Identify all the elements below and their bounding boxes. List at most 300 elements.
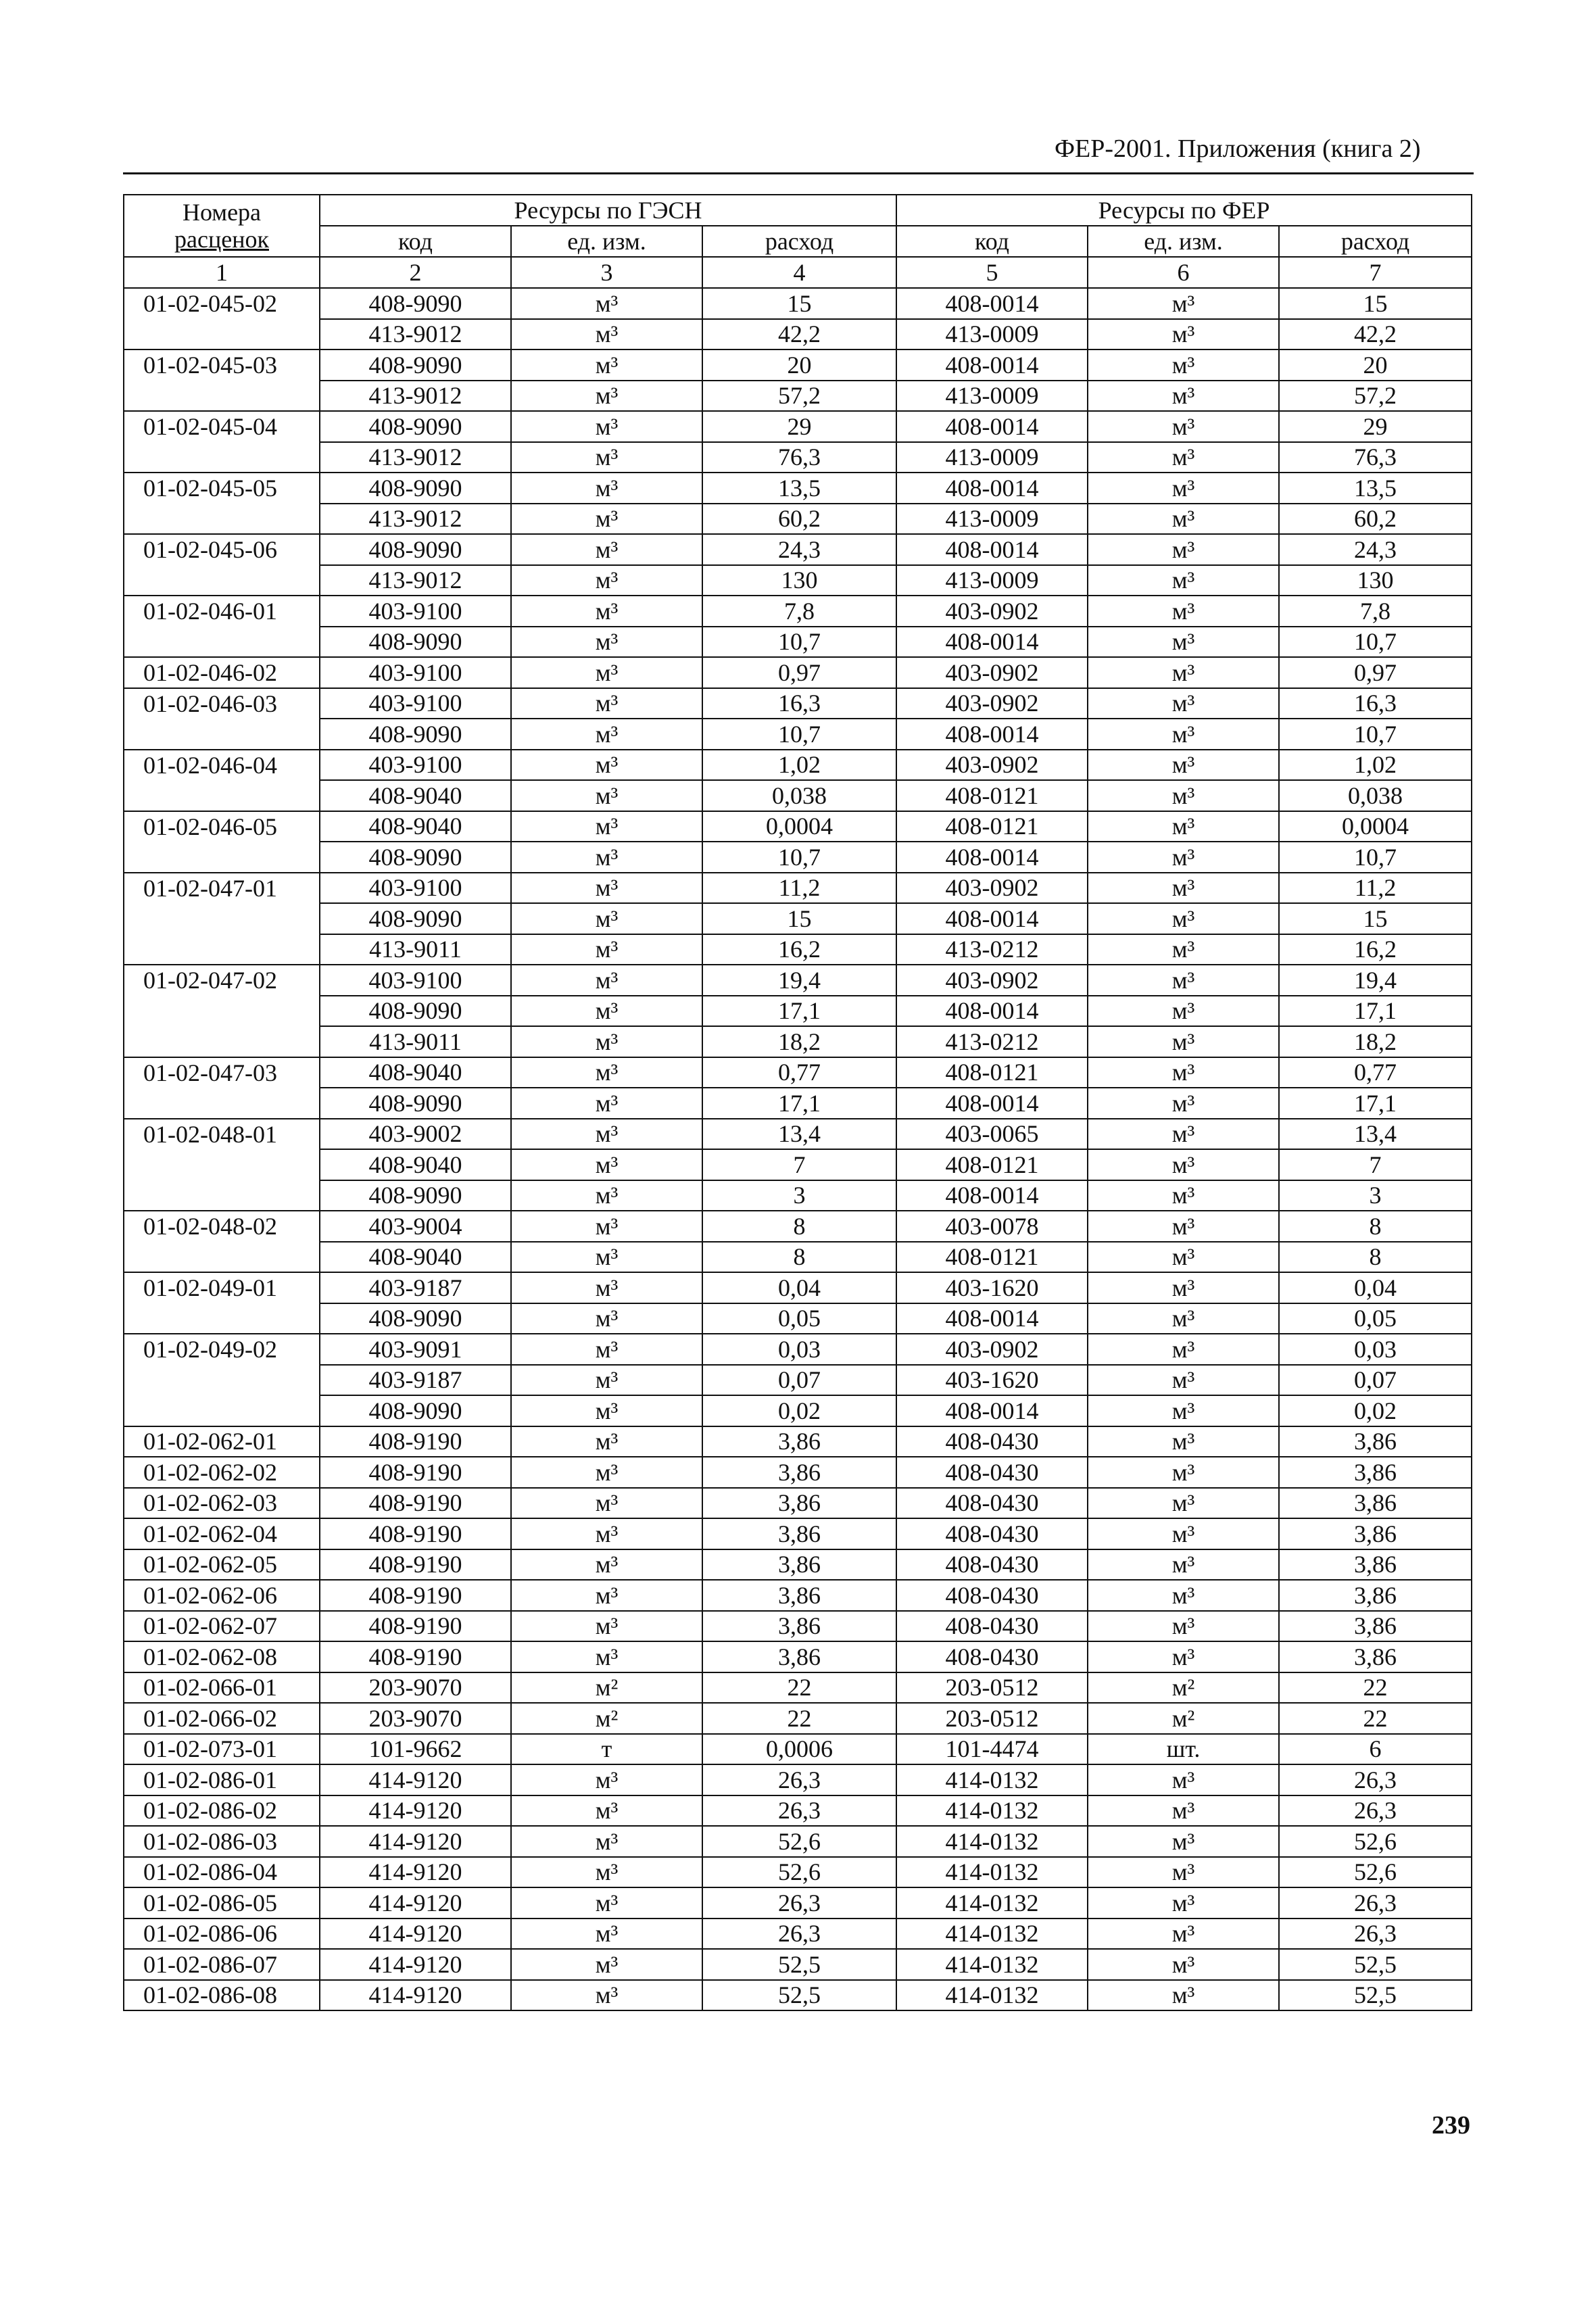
- gesn-unit-cell: м³: [511, 565, 702, 596]
- rate-number-cell: [124, 504, 320, 535]
- fer-code-cell: 408-0121: [896, 780, 1088, 811]
- fer-unit-cell: м³: [1088, 1242, 1279, 1273]
- fer-code-cell: 408-0121: [896, 1242, 1088, 1273]
- fer-unit-cell: м³: [1088, 349, 1279, 381]
- gesn-code-cell: 408-9190: [320, 1457, 511, 1488]
- fer-unit-cell: м³: [1088, 1365, 1279, 1396]
- column-number: 5: [896, 257, 1088, 288]
- gesn-consumption-cell: 26,3: [702, 1887, 896, 1919]
- gesn-code-cell: 203-9070: [320, 1703, 511, 1734]
- rate-number-cell: 01-02-046-02: [124, 657, 320, 688]
- fer-consumption-cell: 13,4: [1279, 1119, 1472, 1150]
- gesn-code-cell: 408-9090: [320, 903, 511, 934]
- gesn-code-cell: 408-9040: [320, 780, 511, 811]
- fer-consumption-cell: 3,86: [1279, 1426, 1472, 1457]
- rate-number-cell: [124, 1149, 320, 1180]
- rate-number-cell: 01-02-047-01: [124, 873, 320, 904]
- table-row: [124, 565, 1472, 596]
- rate-number-cell: [124, 1026, 320, 1057]
- rate-number-cell: [124, 1242, 320, 1273]
- rate-number-cell: 01-02-045-02: [124, 288, 320, 319]
- fer-code-cell: 403-0902: [896, 596, 1088, 627]
- fer-unit-cell: м³: [1088, 565, 1279, 596]
- gesn-code-cell: 414-9120: [320, 1949, 511, 1980]
- fer-unit-cell: м³: [1088, 965, 1279, 996]
- fer-unit-cell: м³: [1088, 750, 1279, 781]
- fer-unit-cell: м³: [1088, 657, 1279, 688]
- table-row: [124, 534, 1472, 565]
- gesn-code-cell: 408-9040: [320, 811, 511, 842]
- fer-code-cell: 408-0430: [896, 1488, 1088, 1519]
- rate-number-cell: [124, 627, 320, 658]
- table-row: [124, 1365, 1472, 1396]
- fer-unit-cell: м³: [1088, 596, 1279, 627]
- fer-consumption-cell: 3,86: [1279, 1641, 1472, 1672]
- gesn-unit-cell: м³: [511, 504, 702, 535]
- fer-consumption-cell: 11,2: [1279, 873, 1472, 904]
- fer-unit-cell: м³: [1088, 1272, 1279, 1303]
- gesn-code-cell: 408-9190: [320, 1426, 511, 1457]
- gesn-consumption-cell: 0,038: [702, 780, 896, 811]
- running-head: ФЕР-2001. Приложения (книга 2): [1055, 135, 1421, 163]
- gesn-code-cell: 414-9120: [320, 1826, 511, 1857]
- fer-unit-cell: м³: [1088, 1919, 1279, 1950]
- table-row: [124, 1334, 1472, 1365]
- fer-unit-cell: м²: [1088, 1703, 1279, 1734]
- gesn-consumption-cell: 26,3: [702, 1764, 896, 1795]
- rate-number-cell: 01-02-047-02: [124, 965, 320, 996]
- gesn-consumption-cell: 17,1: [702, 996, 896, 1027]
- gesn-consumption-cell: 52,6: [702, 1826, 896, 1857]
- rate-number-cell: 01-02-062-05: [124, 1549, 320, 1581]
- fer-unit-cell: м³: [1088, 288, 1279, 319]
- fer-consumption-cell: 19,4: [1279, 965, 1472, 996]
- table-row: [124, 780, 1472, 811]
- gesn-code-cell: 403-9100: [320, 657, 511, 688]
- table-row: [124, 903, 1472, 934]
- fer-unit-cell: м³: [1088, 688, 1279, 719]
- fer-consumption-cell: 22: [1279, 1703, 1472, 1734]
- fer-consumption-cell: 20: [1279, 349, 1472, 381]
- gesn-code-cell: 403-9002: [320, 1119, 511, 1150]
- table-row: [124, 1026, 1472, 1057]
- fer-unit-cell: м³: [1088, 1949, 1279, 1980]
- table-row: [124, 1211, 1472, 1242]
- table-row: [124, 349, 1472, 381]
- column-number: 7: [1279, 257, 1472, 288]
- rate-number-cell: 01-02-066-02: [124, 1703, 320, 1734]
- fer-consumption-cell: 3: [1279, 1180, 1472, 1211]
- fer-code-cell: 413-0009: [896, 565, 1088, 596]
- fer-unit-cell: м³: [1088, 1518, 1279, 1549]
- gesn-code-cell: 408-9090: [320, 1303, 511, 1334]
- fer-code-cell: 203-0512: [896, 1703, 1088, 1734]
- fer-consumption-cell: 3,86: [1279, 1549, 1472, 1581]
- table-row: [124, 442, 1472, 473]
- fer-consumption-cell: 8: [1279, 1211, 1472, 1242]
- gesn-unit-cell: м³: [511, 934, 702, 965]
- rate-number-cell: [124, 842, 320, 873]
- gesn-unit-cell: м³: [511, 381, 702, 412]
- gesn-consumption-cell: 0,02: [702, 1395, 896, 1426]
- fer-code-cell: 403-0065: [896, 1119, 1088, 1150]
- gesn-unit-cell: м³: [511, 750, 702, 781]
- gesn-unit-cell: м³: [511, 1826, 702, 1857]
- fer-consumption-cell: 7: [1279, 1149, 1472, 1180]
- rate-number-cell: 01-02-062-03: [124, 1488, 320, 1519]
- fer-unit-cell: м³: [1088, 1980, 1279, 2011]
- fer-consumption-cell: 0,038: [1279, 780, 1472, 811]
- fer-code-cell: 403-0902: [896, 965, 1088, 996]
- rate-number-cell: 01-02-086-08: [124, 1980, 320, 2011]
- table-row: [124, 381, 1472, 412]
- gesn-unit-cell: м³: [511, 996, 702, 1027]
- fer-unit-cell: м³: [1088, 534, 1279, 565]
- gesn-consumption-cell: 0,97: [702, 657, 896, 688]
- gesn-code-cell: 413-9012: [320, 319, 511, 350]
- rate-number-cell: 01-02-086-04: [124, 1857, 320, 1888]
- gesn-code-cell: 414-9120: [320, 1795, 511, 1827]
- gesn-consumption-cell: 19,4: [702, 965, 896, 996]
- table-row: [124, 473, 1472, 504]
- fer-code-cell: 408-0014: [896, 1180, 1088, 1211]
- rate-number-cell: [124, 1303, 320, 1334]
- gesn-consumption-cell: 18,2: [702, 1026, 896, 1057]
- rate-number-cell: 01-02-062-06: [124, 1580, 320, 1611]
- gesn-code-cell: 414-9120: [320, 1857, 511, 1888]
- fer-consumption-cell: 16,3: [1279, 688, 1472, 719]
- gesn-consumption-cell: 42,2: [702, 319, 896, 350]
- gesn-consumption-cell: 10,7: [702, 627, 896, 658]
- table-row: [124, 996, 1472, 1027]
- fer-code-cell: 403-0902: [896, 873, 1088, 904]
- fer-code-cell: 408-0014: [896, 903, 1088, 934]
- fer-consumption-cell: 13,5: [1279, 473, 1472, 504]
- gesn-consumption-cell: 20: [702, 349, 896, 381]
- gesn-consumption-cell: 16,2: [702, 934, 896, 965]
- gesn-unit-cell: м³: [511, 1365, 702, 1396]
- gesn-code-cell: 403-9100: [320, 688, 511, 719]
- fer-code-cell: 403-0902: [896, 657, 1088, 688]
- fer-consumption-cell: 57,2: [1279, 381, 1472, 412]
- rate-number-cell: 01-02-046-05: [124, 811, 320, 842]
- table-row: [124, 1580, 1472, 1611]
- rate-number-cell: 01-02-048-01: [124, 1119, 320, 1150]
- fer-unit-cell: м³: [1088, 1641, 1279, 1672]
- rate-number-cell: 01-02-062-08: [124, 1641, 320, 1672]
- rate-numbers-header-line1: Номера: [182, 199, 262, 226]
- table-row: [124, 627, 1472, 658]
- fer-code-cell: 408-0014: [896, 627, 1088, 658]
- fer-consumption-cell: 10,7: [1279, 627, 1472, 658]
- fer-unit-cell: м³: [1088, 1611, 1279, 1642]
- gesn-unit-cell: м³: [511, 1488, 702, 1519]
- fer-code-cell: 408-0014: [896, 1088, 1088, 1119]
- fer-code-cell: 414-0132: [896, 1919, 1088, 1950]
- fer-consumption-cell: 1,02: [1279, 750, 1472, 781]
- gesn-code-cell: 408-9090: [320, 1395, 511, 1426]
- fer-consumption-cell: 76,3: [1279, 442, 1472, 473]
- gesn-consumption-cell: 22: [702, 1672, 896, 1704]
- fer-consumption-cell: 42,2: [1279, 319, 1472, 350]
- gesn-unit-cell: м³: [511, 1795, 702, 1827]
- rate-number-cell: 01-02-062-04: [124, 1518, 320, 1549]
- rate-number-cell: [124, 903, 320, 934]
- fer-consumption-cell: 10,7: [1279, 842, 1472, 873]
- table-row: [124, 1734, 1472, 1765]
- fer-code-cell: 101-4474: [896, 1734, 1088, 1765]
- gesn-consumption-cell: 15: [702, 288, 896, 319]
- fer-consumption-cell: 6: [1279, 1734, 1472, 1765]
- fer-code-cell: 408-0014: [896, 411, 1088, 442]
- gesn-code-cell: 413-9011: [320, 934, 511, 965]
- gesn-code-cell: 101-9662: [320, 1734, 511, 1765]
- table-row: [124, 1703, 1472, 1734]
- gesn-unit-cell: м³: [511, 319, 702, 350]
- gesn-code-cell: 414-9120: [320, 1919, 511, 1950]
- gesn-code-cell: 403-9187: [320, 1272, 511, 1303]
- gesn-unit-cell: м³: [511, 596, 702, 627]
- gesn-code-cell: 408-9090: [320, 411, 511, 442]
- gesn-code-cell: 403-9187: [320, 1365, 511, 1396]
- gesn-unit-cell: м³: [511, 1949, 702, 1980]
- rate-number-cell: [124, 565, 320, 596]
- gesn-consumption-header: расход: [702, 226, 896, 257]
- gesn-code-cell: 408-9190: [320, 1641, 511, 1672]
- fer-code-cell: 403-0902: [896, 750, 1088, 781]
- fer-consumption-cell: 0,07: [1279, 1365, 1472, 1396]
- column-number: 1: [124, 257, 320, 288]
- table-row: [124, 657, 1472, 688]
- gesn-unit-cell: м³: [511, 1457, 702, 1488]
- fer-unit-cell: м³: [1088, 504, 1279, 535]
- gesn-unit-cell: м³: [511, 1887, 702, 1919]
- fer-code-cell: 413-0009: [896, 381, 1088, 412]
- rate-number-cell: 01-02-049-01: [124, 1272, 320, 1303]
- table-row: [124, 504, 1472, 535]
- gesn-code-cell: 408-9190: [320, 1488, 511, 1519]
- fer-code-cell: 408-0014: [896, 719, 1088, 750]
- fer-unit-cell: м³: [1088, 1887, 1279, 1919]
- gesn-code-cell: 413-9012: [320, 565, 511, 596]
- fer-unit-cell: м³: [1088, 719, 1279, 750]
- gesn-unit-cell: м³: [511, 1149, 702, 1180]
- table-row: [124, 1641, 1472, 1672]
- fer-consumption-cell: 26,3: [1279, 1919, 1472, 1950]
- fer-unit-cell: м³: [1088, 1088, 1279, 1119]
- table-row: [124, 965, 1472, 996]
- fer-unit-cell: м³: [1088, 1119, 1279, 1150]
- rate-number-cell: 01-02-062-07: [124, 1611, 320, 1642]
- fer-consumption-cell: 0,02: [1279, 1395, 1472, 1426]
- table-row: [124, 750, 1472, 781]
- table-row: [124, 1919, 1472, 1950]
- gesn-unit-cell: м³: [511, 349, 702, 381]
- gesn-consumption-cell: 10,7: [702, 842, 896, 873]
- fer-consumption-cell: 26,3: [1279, 1764, 1472, 1795]
- fer-unit-cell: м³: [1088, 627, 1279, 658]
- rate-number-cell: [124, 996, 320, 1027]
- table-row: [124, 1764, 1472, 1795]
- gesn-unit-cell: м³: [511, 534, 702, 565]
- fer-code-cell: 414-0132: [896, 1826, 1088, 1857]
- fer-unit-cell: м³: [1088, 780, 1279, 811]
- gesn-code-cell: 408-9190: [320, 1518, 511, 1549]
- fer-code-cell: 414-0132: [896, 1795, 1088, 1827]
- fer-code-cell: 408-0121: [896, 1149, 1088, 1180]
- table-row: [124, 1426, 1472, 1457]
- fer-consumption-cell: 16,2: [1279, 934, 1472, 965]
- gesn-resources-header: Ресурсы по ГЭСН: [320, 195, 896, 226]
- gesn-unit-cell: м³: [511, 1395, 702, 1426]
- gesn-unit-cell: м³: [511, 1611, 702, 1642]
- gesn-consumption-cell: 22: [702, 1703, 896, 1734]
- column-number: 2: [320, 257, 511, 288]
- table-row: [124, 934, 1472, 965]
- table-row: [124, 1395, 1472, 1426]
- rate-number-cell: [124, 1180, 320, 1211]
- gesn-code-cell: 408-9090: [320, 1088, 511, 1119]
- gesn-unit-cell: м³: [511, 627, 702, 658]
- rate-number-cell: 01-02-045-03: [124, 349, 320, 381]
- gesn-code-cell: 403-9004: [320, 1211, 511, 1242]
- gesn-code-cell: 408-9090: [320, 1180, 511, 1211]
- gesn-consumption-cell: 8: [702, 1242, 896, 1273]
- fer-code-cell: 408-0014: [896, 1303, 1088, 1334]
- rate-number-cell: 01-02-086-01: [124, 1764, 320, 1795]
- rate-number-cell: 01-02-046-04: [124, 750, 320, 781]
- gesn-consumption-cell: 3,86: [702, 1580, 896, 1611]
- gesn-consumption-cell: 3,86: [702, 1488, 896, 1519]
- fer-consumption-cell: 15: [1279, 903, 1472, 934]
- fer-unit-cell: шт.: [1088, 1734, 1279, 1765]
- gesn-unit-cell: м²: [511, 1672, 702, 1704]
- fer-unit-cell: м³: [1088, 411, 1279, 442]
- fer-code-cell: 408-0014: [896, 349, 1088, 381]
- rate-number-cell: 01-02-047-03: [124, 1057, 320, 1088]
- fer-unit-cell: м³: [1088, 1303, 1279, 1334]
- rate-number-cell: 01-02-062-02: [124, 1457, 320, 1488]
- gesn-code-cell: 403-9100: [320, 596, 511, 627]
- fer-consumption-cell: 15: [1279, 288, 1472, 319]
- gesn-unit-cell: м³: [511, 688, 702, 719]
- gesn-unit-cell: м³: [511, 1303, 702, 1334]
- fer-code-cell: 408-0014: [896, 1395, 1088, 1426]
- gesn-unit-header: ед. изм.: [511, 226, 702, 257]
- gesn-consumption-cell: 13,4: [702, 1119, 896, 1150]
- gesn-unit-cell: м³: [511, 1180, 702, 1211]
- gesn-consumption-cell: 3,86: [702, 1611, 896, 1642]
- fer-consumption-cell: 0,05: [1279, 1303, 1472, 1334]
- fer-unit-cell: м³: [1088, 1426, 1279, 1457]
- table-row: [124, 688, 1472, 719]
- rate-number-cell: 01-02-046-01: [124, 596, 320, 627]
- fer-unit-cell: м³: [1088, 903, 1279, 934]
- gesn-code-cell: 408-9090: [320, 349, 511, 381]
- gesn-consumption-cell: 16,3: [702, 688, 896, 719]
- gesn-unit-cell: м³: [511, 442, 702, 473]
- rate-number-cell: 01-02-046-03: [124, 688, 320, 719]
- gesn-code-cell: 414-9120: [320, 1887, 511, 1919]
- fer-code-cell: 408-0430: [896, 1457, 1088, 1488]
- gesn-unit-cell: м³: [511, 873, 702, 904]
- fer-code-cell: 413-0212: [896, 1026, 1088, 1057]
- gesn-code-header: код: [320, 226, 511, 257]
- gesn-code-cell: 403-9100: [320, 873, 511, 904]
- table-row: [124, 319, 1472, 350]
- fer-code-cell: 408-0014: [896, 534, 1088, 565]
- fer-code-cell: 408-0430: [896, 1580, 1088, 1611]
- table-header: [124, 195, 1472, 288]
- fer-consumption-cell: 3,86: [1279, 1457, 1472, 1488]
- gesn-unit-cell: м³: [511, 780, 702, 811]
- fer-code-cell: 414-0132: [896, 1980, 1088, 2011]
- rate-number-cell: 01-02-073-01: [124, 1734, 320, 1765]
- fer-code-cell: 403-1620: [896, 1272, 1088, 1303]
- gesn-code-cell: 408-9090: [320, 473, 511, 504]
- table-row: [124, 288, 1472, 319]
- gesn-unit-cell: м³: [511, 411, 702, 442]
- fer-unit-cell: м³: [1088, 1488, 1279, 1519]
- fer-unit-cell: м³: [1088, 1180, 1279, 1211]
- fer-code-cell: 414-0132: [896, 1857, 1088, 1888]
- fer-consumption-cell: 52,6: [1279, 1826, 1472, 1857]
- gesn-consumption-cell: 0,04: [702, 1272, 896, 1303]
- gesn-consumption-cell: 0,0006: [702, 1734, 896, 1765]
- gesn-code-cell: 403-9091: [320, 1334, 511, 1365]
- gesn-consumption-cell: 26,3: [702, 1919, 896, 1950]
- gesn-code-cell: 408-9090: [320, 842, 511, 873]
- table-row: [124, 1795, 1472, 1827]
- fer-code-cell: 408-0121: [896, 1057, 1088, 1088]
- table-row: [124, 1180, 1472, 1211]
- gesn-consumption-cell: 7: [702, 1149, 896, 1180]
- fer-consumption-cell: 17,1: [1279, 996, 1472, 1027]
- gesn-code-cell: 408-9190: [320, 1580, 511, 1611]
- gesn-unit-cell: т: [511, 1734, 702, 1765]
- gesn-consumption-cell: 0,07: [702, 1365, 896, 1396]
- table-row: [124, 1518, 1472, 1549]
- fer-code-cell: 403-0902: [896, 1334, 1088, 1365]
- gesn-consumption-cell: 29: [702, 411, 896, 442]
- gesn-code-cell: 413-9012: [320, 442, 511, 473]
- fer-unit-cell: м³: [1088, 1795, 1279, 1827]
- fer-unit-cell: м³: [1088, 1149, 1279, 1180]
- gesn-code-cell: 414-9120: [320, 1764, 511, 1795]
- fer-consumption-cell: 0,03: [1279, 1334, 1472, 1365]
- gesn-unit-cell: м³: [511, 1272, 702, 1303]
- rate-number-cell: 01-02-045-05: [124, 473, 320, 504]
- rate-numbers-header-line2: расценок: [174, 226, 269, 253]
- resource-table: [123, 194, 1472, 2011]
- table-row: [124, 1949, 1472, 1980]
- fer-unit-cell: м³: [1088, 1334, 1279, 1365]
- fer-code-cell: 403-0902: [896, 688, 1088, 719]
- fer-unit-cell: м³: [1088, 873, 1279, 904]
- table-row: [124, 1672, 1472, 1704]
- fer-unit-header: ед. изм.: [1088, 226, 1279, 257]
- gesn-code-cell: 408-9040: [320, 1149, 511, 1180]
- gesn-code-cell: 408-9090: [320, 534, 511, 565]
- rate-number-cell: 01-02-045-04: [124, 411, 320, 442]
- table-row: [124, 1119, 1472, 1150]
- gesn-consumption-cell: 52,5: [702, 1949, 896, 1980]
- rate-number-cell: [124, 934, 320, 965]
- fer-unit-cell: м³: [1088, 1211, 1279, 1242]
- fer-code-cell: 403-0078: [896, 1211, 1088, 1242]
- gesn-code-cell: 413-9012: [320, 504, 511, 535]
- fer-consumption-cell: 24,3: [1279, 534, 1472, 565]
